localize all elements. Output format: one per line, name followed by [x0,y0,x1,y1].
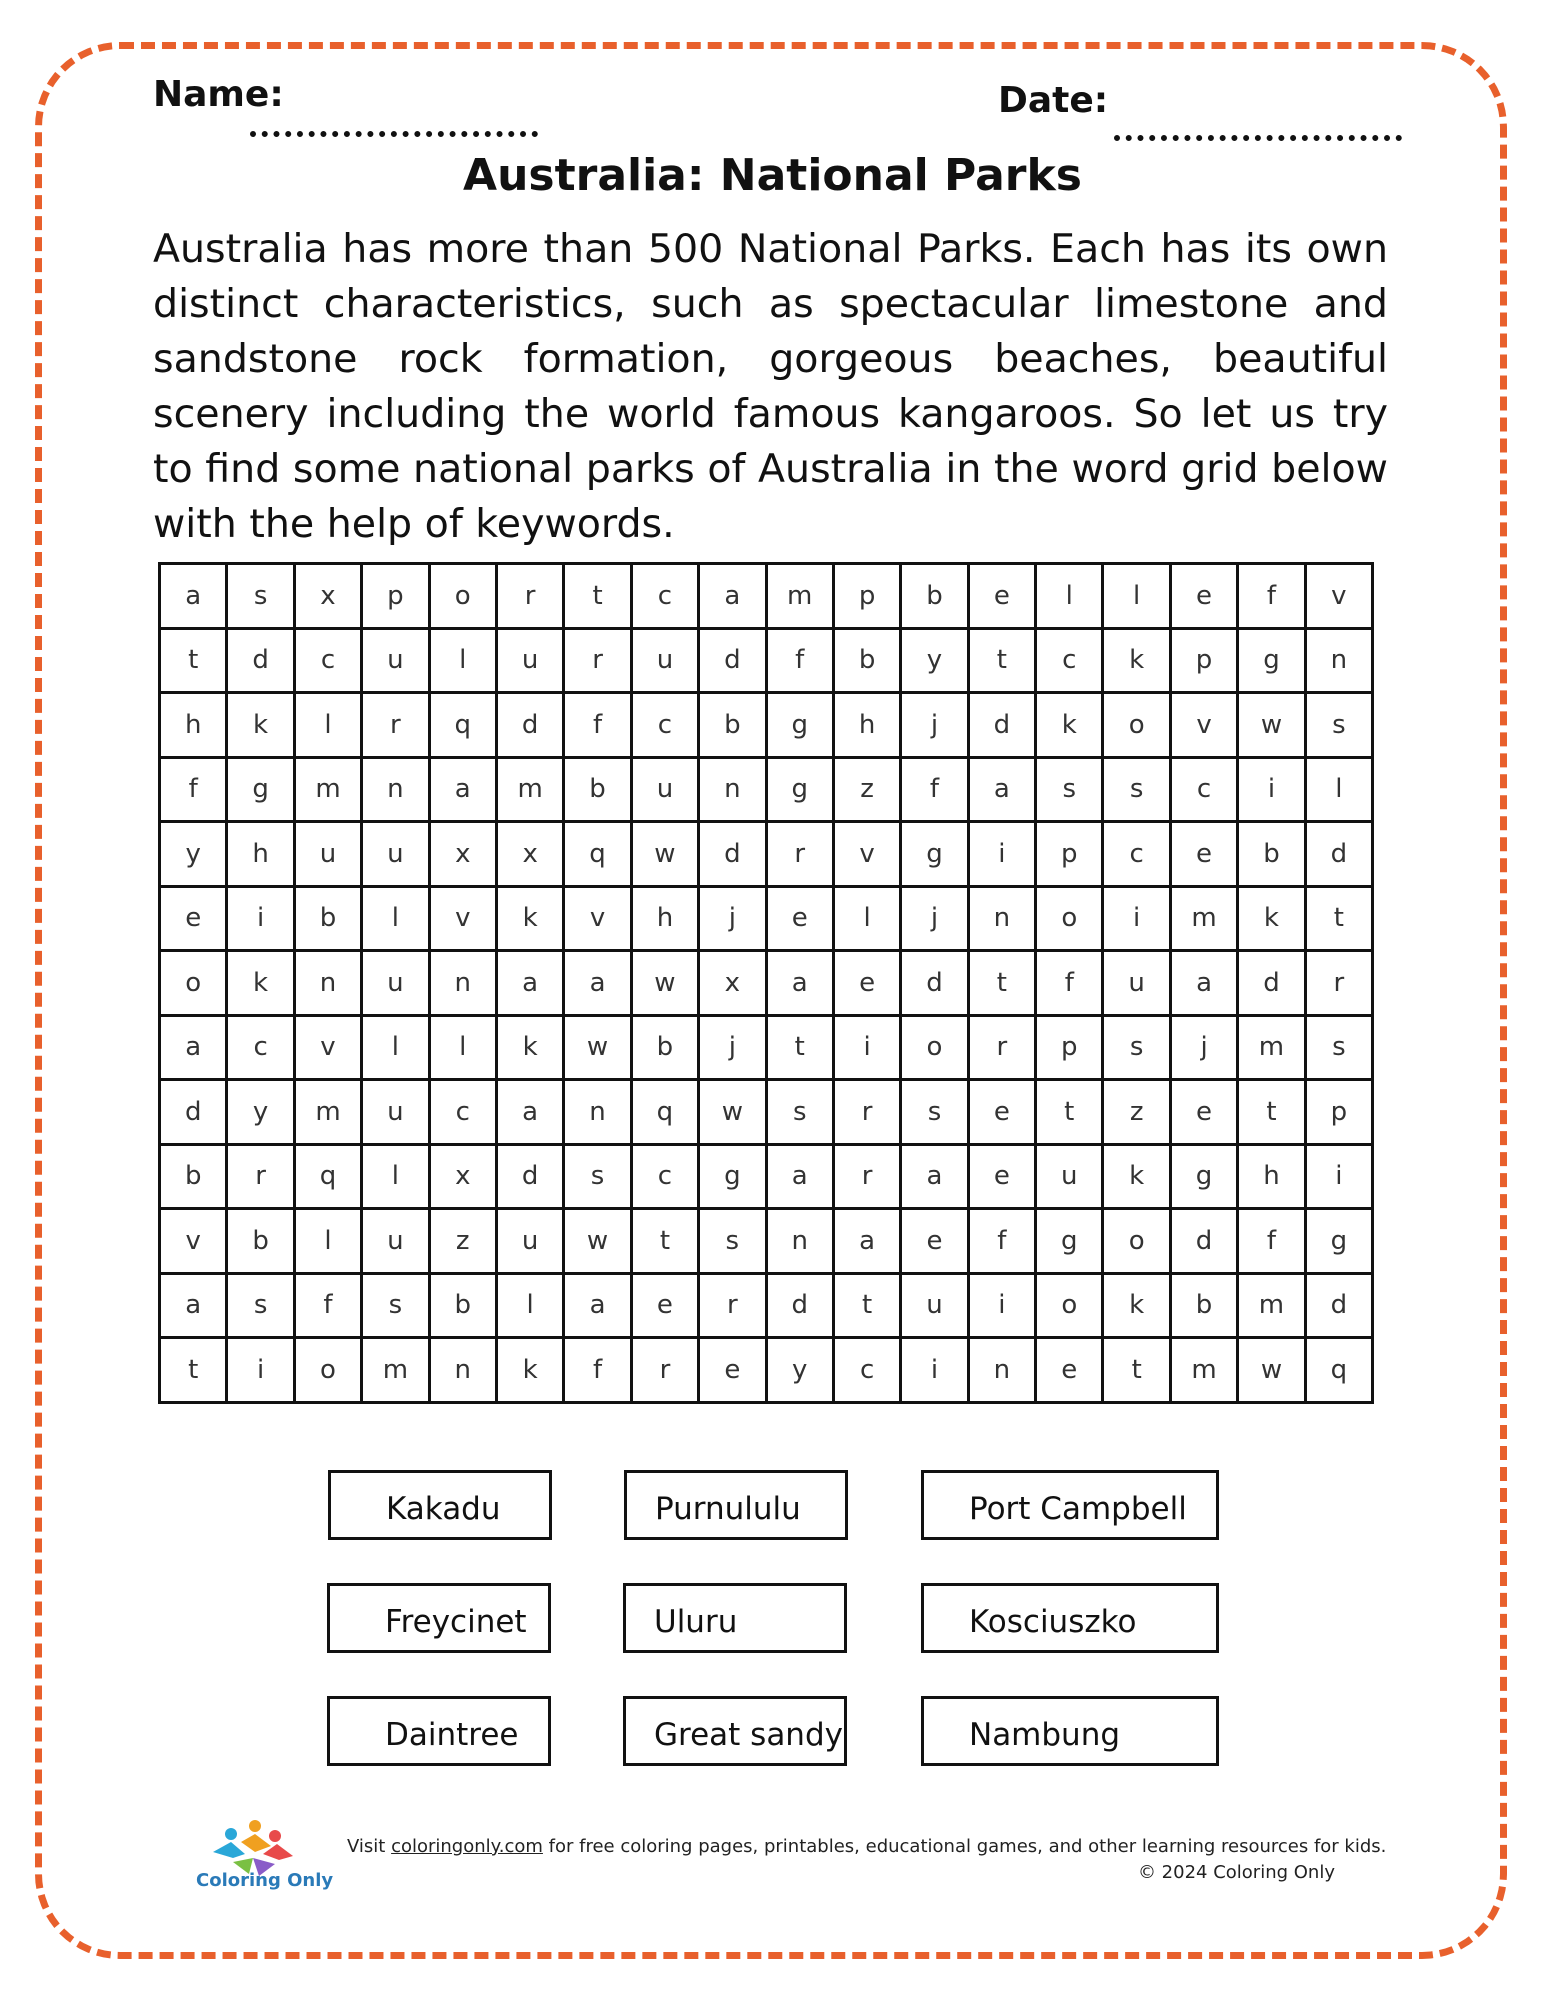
grid-cell[interactable]: y [160,822,227,887]
grid-cell[interactable]: j [901,886,968,951]
grid-cell[interactable]: b [564,757,631,822]
grid-cell[interactable]: w [564,1209,631,1274]
grid-cell[interactable]: u [631,757,698,822]
grid-cell[interactable]: u [901,1273,968,1338]
grid-cell[interactable]: d [699,628,766,693]
grid-cell[interactable]: s [1036,757,1103,822]
grid-cell[interactable]: p [362,564,429,629]
grid-cell[interactable]: n [362,757,429,822]
grid-cell[interactable]: s [699,1209,766,1274]
grid-cell[interactable]: i [968,822,1035,887]
grid-cell[interactable]: o [1103,1209,1170,1274]
grid-cell[interactable]: w [1238,693,1305,758]
name-field[interactable] [250,131,538,137]
grid-row [160,564,1373,629]
grid-cell[interactable]: f [564,1338,631,1403]
grid-cell[interactable]: r [968,1015,1035,1080]
grid-cell[interactable]: h [631,886,698,951]
grid-cell[interactable]: a [699,564,766,629]
grid-cell[interactable]: b [429,1273,496,1338]
grid-cell[interactable]: o [1103,693,1170,758]
grid-cell[interactable]: u [294,822,361,887]
grid-cell[interactable]: d [1170,1209,1237,1274]
grid-cell[interactable]: s [1103,757,1170,822]
grid-cell[interactable]: d [699,822,766,887]
grid-cell[interactable]: h [160,693,227,758]
grid-cell[interactable]: u [496,628,563,693]
grid-cell[interactable]: e [631,1273,698,1338]
grid-cell[interactable]: z [429,1209,496,1274]
grid-cell[interactable]: g [1305,1209,1372,1274]
grid-cell[interactable]: y [227,1080,294,1145]
grid-cell[interactable]: r [564,628,631,693]
grid-cell[interactable]: p [833,564,900,629]
grid-cell[interactable]: a [833,1209,900,1274]
grid-cell[interactable]: l [496,1273,563,1338]
grid-cell[interactable]: s [227,564,294,629]
grid-cell[interactable]: p [1305,1080,1372,1145]
grid-cell[interactable]: e [1170,1080,1237,1145]
grid-cell[interactable]: o [429,564,496,629]
copyright: © 2024 Coloring Only [1137,1862,1335,1883]
grid-cell[interactable]: l [294,1209,361,1274]
grid-cell[interactable]: u [1103,951,1170,1016]
grid-cell[interactable]: a [160,564,227,629]
grid-cell[interactable]: r [362,693,429,758]
grid-cell[interactable]: x [699,951,766,1016]
grid-cell[interactable]: b [1238,822,1305,887]
grid-cell[interactable]: h [1238,1144,1305,1209]
footer-visit-text: Visit coloringonly.com for free coloring pages, printables, educational games, and other learning resources for kids. [347,1836,1387,1857]
grid-cell[interactable]: s [227,1273,294,1338]
grid-cell[interactable]: e [968,1144,1035,1209]
keyword-box: Kakadu [328,1470,552,1540]
grid-cell[interactable]: g [227,757,294,822]
grid-cell[interactable]: c [429,1080,496,1145]
keyword-box: Daintree [327,1696,551,1766]
grid-cell[interactable]: c [1170,757,1237,822]
grid-cell[interactable]: o [160,951,227,1016]
keyword-box: Kosciuszko [921,1583,1219,1653]
grid-cell[interactable]: r [833,1144,900,1209]
grid-cell[interactable]: k [1103,1273,1170,1338]
grid-cell[interactable]: t [1103,1338,1170,1403]
grid-cell[interactable]: o [1036,886,1103,951]
grid-cell[interactable]: s [766,1080,833,1145]
date-label: Date: [998,80,1109,121]
grid-cell[interactable]: v [833,822,900,887]
grid-cell[interactable]: d [1305,822,1372,887]
grid-row [160,1338,1373,1403]
grid-cell[interactable]: k [227,951,294,1016]
keyword-box: Purnululu [624,1470,848,1540]
grid-row [160,628,1373,693]
grid-cell[interactable]: v [294,1015,361,1080]
grid-cell[interactable]: b [699,693,766,758]
grid-cell[interactable]: o [901,1015,968,1080]
word-search-grid [158,562,1374,1404]
grid-cell[interactable]: c [227,1015,294,1080]
grid-cell[interactable]: l [429,1015,496,1080]
grid-cell[interactable]: m [1170,1338,1237,1403]
grid-cell[interactable]: v [429,886,496,951]
grid-cell[interactable]: i [227,886,294,951]
keyword-box: Nambung [921,1696,1219,1766]
grid-cell[interactable]: r [699,1273,766,1338]
grid-cell[interactable]: g [1036,1209,1103,1274]
grid-cell[interactable]: d [901,951,968,1016]
grid-cell[interactable]: a [496,951,563,1016]
grid-cell[interactable]: b [833,628,900,693]
grid-cell[interactable]: a [160,1015,227,1080]
grid-cell[interactable]: l [362,886,429,951]
grid-cell[interactable]: m [1170,886,1237,951]
grid-cell[interactable]: f [294,1273,361,1338]
grid-cell[interactable]: i [1305,1144,1372,1209]
grid-cell[interactable]: i [968,1273,1035,1338]
grid-cell[interactable]: w [631,951,698,1016]
grid-cell[interactable]: d [496,693,563,758]
grid-cell[interactable]: m [294,757,361,822]
grid-cell[interactable]: t [160,1338,227,1403]
grid-cell[interactable]: n [1305,628,1372,693]
grid-cell[interactable]: o [294,1338,361,1403]
grid-cell[interactable]: i [227,1338,294,1403]
grid-cell[interactable]: h [833,693,900,758]
grid-cell[interactable]: i [1238,757,1305,822]
grid-cell[interactable]: e [766,886,833,951]
grid-cell[interactable]: a [766,1144,833,1209]
grid-cell[interactable]: c [1036,628,1103,693]
grid-cell[interactable]: e [901,1209,968,1274]
grid-cell[interactable]: u [362,951,429,1016]
grid-cell[interactable]: g [766,757,833,822]
grid-cell[interactable]: s [1305,1015,1372,1080]
grid-cell[interactable]: g [766,693,833,758]
grid-cell[interactable]: f [968,1209,1035,1274]
grid-cell[interactable]: r [766,822,833,887]
keyword-box: Port Campbell [921,1470,1219,1540]
logo-text: Coloring Only [196,1870,334,1891]
grid-cell[interactable]: o [1036,1273,1103,1338]
grid-cell[interactable]: n [294,951,361,1016]
grid-cell[interactable]: r [631,1338,698,1403]
grid-cell[interactable]: u [631,628,698,693]
keyword-box: Freycinet [327,1583,551,1653]
coloringonly-link[interactable]: coloringonly.com [391,1836,543,1857]
grid-cell[interactable]: g [901,822,968,887]
grid-cell[interactable]: n [766,1209,833,1274]
grid-cell[interactable]: t [968,628,1035,693]
grid-cell[interactable]: k [496,886,563,951]
grid-cell[interactable]: r [833,1080,900,1145]
grid-cell[interactable]: l [294,693,361,758]
grid-cell[interactable]: u [362,822,429,887]
grid-cell[interactable]: n [968,886,1035,951]
grid-cell[interactable]: t [833,1273,900,1338]
grid-cell[interactable]: j [699,886,766,951]
grid-cell[interactable]: e [1170,564,1237,629]
grid-cell[interactable]: l [429,628,496,693]
date-field[interactable] [1114,135,1402,141]
grid-cell[interactable]: m [766,564,833,629]
grid-cell[interactable]: q [294,1144,361,1209]
grid-row [160,1015,1373,1080]
grid-cell[interactable]: k [1103,628,1170,693]
grid-cell[interactable]: x [429,1144,496,1209]
grid-cell[interactable]: t [1238,1080,1305,1145]
grid-cell[interactable]: s [362,1273,429,1338]
grid-cell[interactable]: w [564,1015,631,1080]
grid-cell[interactable]: t [766,1015,833,1080]
grid-cell[interactable]: t [1036,1080,1103,1145]
grid-cell[interactable]: d [496,1144,563,1209]
grid-cell[interactable]: m [294,1080,361,1145]
grid-cell[interactable]: d [766,1273,833,1338]
grid-cell[interactable]: e [1036,1338,1103,1403]
grid-row [160,822,1373,887]
grid-cell[interactable]: e [699,1338,766,1403]
grid-cell[interactable]: i [833,1015,900,1080]
grid-row [160,1080,1373,1145]
grid-cell[interactable]: b [1170,1273,1237,1338]
grid-cell[interactable]: r [496,564,563,629]
grid-cell[interactable]: v [160,1209,227,1274]
worksheet-title: Australia: National Parks [463,150,1082,201]
grid-cell[interactable]: v [1305,564,1372,629]
grid-cell[interactable]: w [699,1080,766,1145]
grid-cell[interactable]: a [901,1144,968,1209]
grid-cell[interactable]: g [1170,1144,1237,1209]
grid-cell[interactable]: c [294,628,361,693]
grid-cell[interactable]: z [833,757,900,822]
grid-cell[interactable]: m [362,1338,429,1403]
grid-cell[interactable]: t [160,628,227,693]
grid-row [160,1144,1373,1209]
grid-cell[interactable]: r [1305,951,1372,1016]
grid-cell[interactable]: g [699,1144,766,1209]
grid-cell[interactable]: c [631,1144,698,1209]
grid-cell[interactable]: d [968,693,1035,758]
grid-cell[interactable]: s [901,1080,968,1145]
grid-cell[interactable]: v [1170,693,1237,758]
grid-cell[interactable]: k [1238,886,1305,951]
grid-cell[interactable]: q [564,822,631,887]
grid-cell[interactable]: u [362,628,429,693]
grid-cell[interactable]: a [766,951,833,1016]
keyword-box: Great sandy [623,1696,847,1766]
grid-cell[interactable]: s [564,1144,631,1209]
grid-cell[interactable]: j [901,693,968,758]
grid-cell[interactable]: a [564,1273,631,1338]
grid-row [160,951,1373,1016]
grid-cell[interactable]: d [160,1080,227,1145]
grid-cell[interactable]: l [1305,757,1372,822]
keyword-box: Uluru [623,1583,847,1653]
grid-row [160,693,1373,758]
grid-cell[interactable]: y [766,1338,833,1403]
grid-cell[interactable]: a [496,1080,563,1145]
grid-cell[interactable]: k [1103,1144,1170,1209]
grid-cell[interactable]: u [496,1209,563,1274]
grid-cell[interactable]: a [564,951,631,1016]
grid-cell[interactable]: d [1238,951,1305,1016]
grid-cell[interactable]: k [227,693,294,758]
grid-cell[interactable]: u [362,1080,429,1145]
grid-cell[interactable]: c [1103,822,1170,887]
grid-cell[interactable]: n [564,1080,631,1145]
grid-cell[interactable]: k [496,1015,563,1080]
grid-cell[interactable]: u [1036,1144,1103,1209]
grid-cell[interactable]: q [631,1080,698,1145]
grid-cell[interactable]: z [1103,1080,1170,1145]
grid-cell[interactable]: e [833,951,900,1016]
grid-cell[interactable]: g [1238,628,1305,693]
grid-cell[interactable]: b [901,564,968,629]
grid-cell[interactable]: t [1305,886,1372,951]
intro-paragraph: Australia has more than 500 National Parks. Each has its own distinct characteristics, such as spectacular limestone and sandstone rock formation, gorgeous beaches, beautiful scenery including the world famous kangaroos. So let us try to find some national parks of Australia in the word grid below with the help of keywords. [153,226,1388,547]
grid-cell[interactable]: f [1238,1209,1305,1274]
grid-cell[interactable]: l [362,1015,429,1080]
grid-cell[interactable]: e [1170,822,1237,887]
grid-cell[interactable]: p [1036,1015,1103,1080]
grid-cell[interactable]: a [429,757,496,822]
grid-cell[interactable]: m [1238,1273,1305,1338]
grid-cell[interactable]: f [1238,564,1305,629]
grid-cell[interactable]: k [496,1338,563,1403]
grid-cell[interactable]: n [699,757,766,822]
grid-cell[interactable]: l [1036,564,1103,629]
grid-cell[interactable]: h [227,822,294,887]
grid-cell[interactable]: j [1170,1015,1237,1080]
grid-cell[interactable]: f [766,628,833,693]
grid-cell[interactable]: x [294,564,361,629]
grid-cell[interactable]: r [227,1144,294,1209]
grid-cell[interactable]: a [968,757,1035,822]
grid-cell[interactable]: q [429,693,496,758]
grid-cell[interactable]: s [1305,693,1372,758]
grid-cell[interactable]: e [160,886,227,951]
grid-cell[interactable]: n [968,1338,1035,1403]
grid-cell[interactable]: f [1036,951,1103,1016]
grid-cell[interactable]: w [631,822,698,887]
grid-cell[interactable]: n [429,951,496,1016]
grid-cell[interactable]: n [429,1338,496,1403]
grid-cell[interactable]: k [1036,693,1103,758]
grid-row [160,886,1373,951]
grid-row [160,757,1373,822]
grid-cell[interactable]: t [968,951,1035,1016]
grid-cell[interactable]: t [631,1209,698,1274]
grid-row [160,1273,1373,1338]
grid-cell[interactable]: s [1103,1015,1170,1080]
grid-cell[interactable]: q [1305,1338,1372,1403]
grid-cell[interactable]: p [1170,628,1237,693]
grid-cell[interactable]: l [1103,564,1170,629]
grid-cell[interactable]: i [1103,886,1170,951]
grid-cell[interactable]: f [564,693,631,758]
grid-row [160,1209,1373,1274]
grid-cell[interactable]: f [160,757,227,822]
grid-cell[interactable]: j [699,1015,766,1080]
grid-cell[interactable]: m [1238,1015,1305,1080]
grid-cell[interactable]: d [227,628,294,693]
grid-cell[interactable]: l [833,886,900,951]
grid-cell[interactable]: w [1238,1338,1305,1403]
grid-cell[interactable]: m [496,757,563,822]
grid-cell[interactable]: b [631,1015,698,1080]
grid-cell[interactable]: b [294,886,361,951]
grid-cell[interactable]: p [1036,822,1103,887]
grid-cell[interactable]: f [901,757,968,822]
grid-cell[interactable]: a [1170,951,1237,1016]
grid-cell[interactable]: e [968,1080,1035,1145]
grid-cell[interactable]: d [1305,1273,1372,1338]
grid-cell[interactable]: y [901,628,968,693]
grid-cell[interactable]: b [227,1209,294,1274]
grid-cell[interactable]: c [631,564,698,629]
grid-cell[interactable]: a [160,1273,227,1338]
name-label: Name: [153,74,284,115]
grid-cell[interactable]: u [362,1209,429,1274]
grid-cell[interactable]: x [429,822,496,887]
grid-cell[interactable]: e [968,564,1035,629]
grid-cell[interactable]: c [833,1338,900,1403]
grid-cell[interactable]: b [160,1144,227,1209]
grid-cell[interactable]: i [901,1338,968,1403]
grid-cell[interactable]: v [564,886,631,951]
grid-cell[interactable]: t [564,564,631,629]
grid-cell[interactable]: l [362,1144,429,1209]
grid-cell[interactable]: x [496,822,563,887]
grid-cell[interactable]: c [631,693,698,758]
